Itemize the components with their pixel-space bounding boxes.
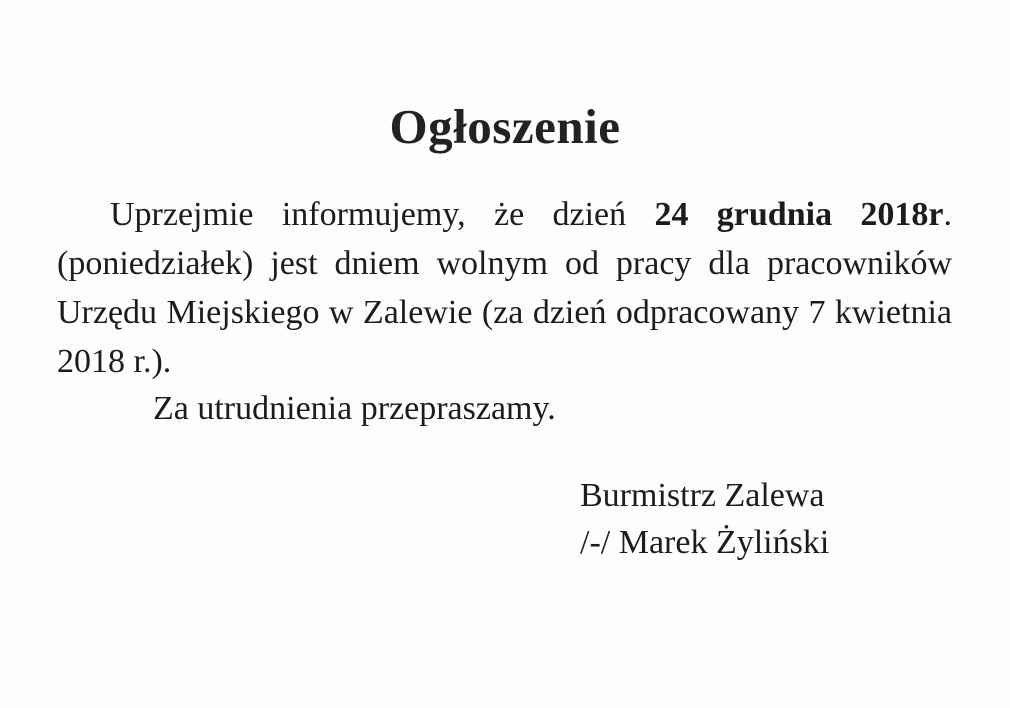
page-title: Ogłoszenie	[389, 99, 621, 154]
signature-name: /-/ Marek Żyliński	[580, 524, 830, 561]
closing-line: Za utrudnienia przepraszamy.	[153, 390, 556, 427]
announcement-paragraph	[57, 190, 952, 386]
signature-role: Burmistrz Zalewa	[580, 477, 825, 514]
paragraph-text-part1: Uprzejmie informujemy, że dzień	[110, 196, 655, 233]
paragraph-text-part2: . (poniedziałek) jest dniem wolnym od pracy dla pracowników Urzędu Miejskiego w Zalewie (za dzień odpracowany 7 kwietnia 2018 r.).	[57, 196, 953, 380]
paragraph-bold-date: 24 grudnia 2018r	[654, 196, 944, 233]
signature-block	[580, 472, 829, 566]
